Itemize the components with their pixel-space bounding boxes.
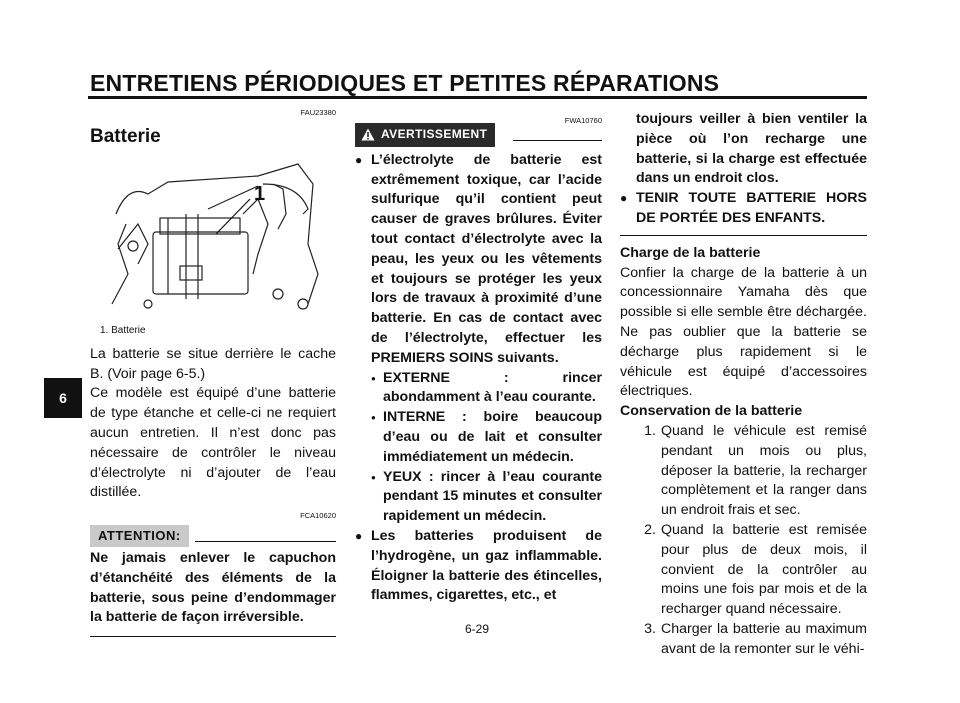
bullet-icon: ● [355, 152, 363, 167]
list-item [355, 151, 602, 369]
battery-paragraph [90, 345, 336, 503]
list-item [371, 369, 602, 409]
charge-heading: Charge de la batterie [620, 244, 761, 261]
attention-end-rule [90, 636, 336, 637]
bullet-text: Les batteries produisent de l’hydrogène, un gaz inflammable. Éloigner la batterie des étincelles, flammes, cigarettes, etc., et [371, 527, 602, 604]
list-number: 1. [644, 422, 656, 439]
storage-heading: Conservation de la batterie [620, 403, 803, 420]
attention-header [90, 525, 336, 547]
list-number: 3. [644, 620, 656, 637]
bullet-icon: ● [355, 528, 363, 543]
bullet-text: TENIR TOUTE BATTERIE HORS DE PORTÉE DES ENFANTS. [636, 190, 867, 226]
warning-badge [355, 123, 495, 147]
warning-bullets [355, 151, 602, 606]
warning-label: AVERTISSEMENT [381, 127, 488, 141]
warning-triangle-icon [361, 128, 375, 141]
storage-list [620, 422, 867, 660]
list-item [620, 521, 867, 620]
attention-badge: ATTENTION: [90, 525, 189, 547]
warning-end-rule [620, 235, 867, 236]
page-header-title: ENTRETIENS PÉRIODIQUES ET PETITES RÉPARATIONS [90, 70, 720, 96]
column-left [90, 108, 336, 637]
battery-figure [108, 154, 328, 314]
list-number: 2. [644, 521, 656, 538]
chapter-tab: 6 [44, 378, 82, 418]
figure-callout-number: 1 [254, 183, 266, 205]
column-right [620, 110, 867, 660]
warning-continued-text: toujours veiller à bien ventiler la pièce où l’on recharge une batterie, si la charge est effectuée dans un endroit clos. [636, 111, 867, 187]
section-title: Batterie [90, 126, 161, 147]
list-text: Quand le véhicule est remisé pendant un mois ou plus, déposer la batterie, la recharger complètement et la ranger dans un endroit frais et sec. [661, 422, 867, 519]
list-item [371, 408, 602, 467]
bullet-icon: ● [620, 191, 628, 206]
column-middle [355, 110, 602, 606]
sub-bullet-text: INTERNE : boire beaucoup d’eau ou de lait et consulter immédiatement un médecin. [383, 409, 602, 465]
list-item [620, 620, 867, 660]
attention-code: FCA10620 [300, 511, 336, 521]
list-text: Quand la batterie est remisée pour plus de deux mois, il convient de la contrôler au moins une fois par mois et de la recharger quand nécessaire. [661, 521, 867, 618]
list-item [371, 468, 602, 527]
bullet-icon: ● [371, 472, 376, 482]
page-number: 6-29 [465, 622, 490, 636]
list-item [355, 527, 602, 606]
sub-bullet-text: YEUX : rincer à l’eau courante pendant 15 minutes et consulter rapidement un médecin. [383, 468, 602, 525]
paragraph-line: La batterie se situe derrière le cache B. (Voir page 6-5.) [90, 345, 336, 382]
warning-header [355, 123, 602, 147]
list-item [620, 189, 867, 229]
warning-code: FWA10760 [564, 116, 602, 125]
paragraph-line: Ce modèle est équipé d’une batterie de type étanche et celle-ci ne requiert aucun entretien. Il n’est donc pas nécessaire de contrôler le niveau d’électrolyte ni d’ajouter de l’eau distillée. [90, 385, 336, 501]
warning-rule [513, 140, 602, 141]
sub-bullet-text: EXTERNE : rincer abondamment à l’eau courante. [383, 369, 602, 406]
list-item [620, 422, 867, 521]
bullet-icon: ● [371, 373, 376, 383]
figure-caption: 1. Batterie [100, 324, 146, 336]
section-code: FAU23380 [300, 108, 336, 117]
bullet-icon: ● [371, 413, 376, 423]
callout-leader [216, 199, 250, 234]
attention-rule [195, 541, 336, 542]
list-text: Charger la batterie au maximum avant de la remonter sur le véhi- [661, 620, 867, 657]
attention-text: Ne jamais enlever le capuchon d’étanchéité des éléments de la batterie, sous peine d’endommager la batterie de façon irréversible. [90, 549, 336, 626]
bullet-text: L’électrolyte de batterie est extrêmement toxique, car l’acide sulfurique qu’il contient peut causer de graves brûlures. Éviter tout contact d’électrolyte avec la peau, les yeux ou les vêtements et toujours se protéger les yeux lors de travaux à proximité d’une batterie. En cas de contact avec de l’électrolyte, effectuer les PREMIERS SOINS suivants. [371, 151, 602, 366]
header-rule [88, 96, 867, 99]
charge-text: Confier la charge de la batterie à un concessionnaire Yamaha dès que possible si elle semble être déchargée. Ne pas oublier que la batterie se décharge plus rapidement si le véhicule est équipé d’accessoires électriques. [620, 264, 867, 400]
